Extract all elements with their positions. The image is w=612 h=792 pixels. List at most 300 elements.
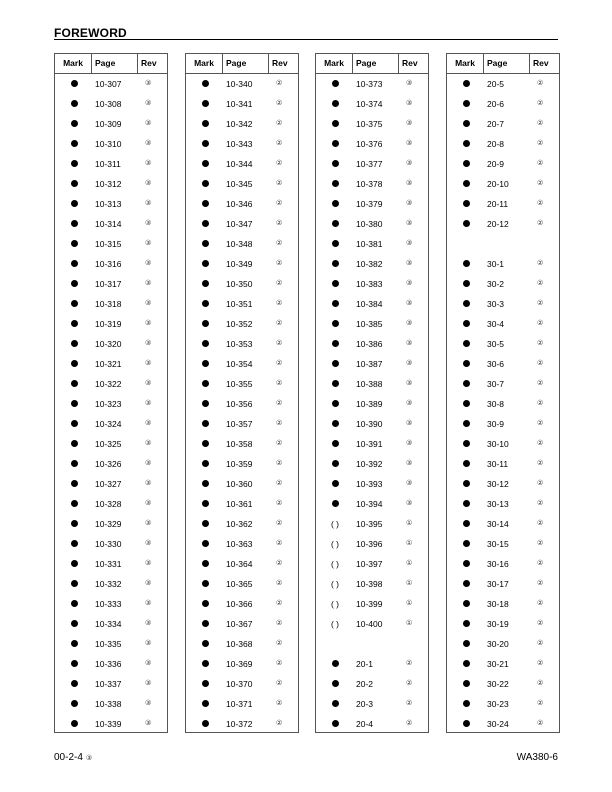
page-cell: 10-359 xyxy=(226,459,253,469)
table-row xyxy=(447,414,559,434)
rev-cell: ② xyxy=(276,80,283,87)
rev-cell: ② xyxy=(537,640,544,647)
page-cell: 10-385 xyxy=(356,319,383,329)
header-divider xyxy=(222,54,223,73)
rev-cell: ③ xyxy=(406,480,413,487)
mark-cell xyxy=(59,314,89,334)
rev-cell: ② xyxy=(276,120,283,127)
revised-bullet-icon xyxy=(202,200,209,207)
footer-page-number xyxy=(54,752,92,763)
revised-bullet-icon xyxy=(463,200,470,207)
revised-bullet-icon xyxy=(463,100,470,107)
revised-bullet-icon xyxy=(71,280,78,287)
rev-cell: ② xyxy=(537,400,544,407)
revised-bullet-icon xyxy=(463,380,470,387)
mark-cell xyxy=(451,474,481,494)
mark-cell xyxy=(190,314,220,334)
table-row xyxy=(447,134,559,154)
page-cell: 10-344 xyxy=(226,159,253,169)
revised-bullet-icon xyxy=(202,520,209,527)
page-cell: 30-16 xyxy=(487,559,509,569)
rev-cell: ③ xyxy=(406,200,413,207)
revised-bullet-icon xyxy=(332,140,339,147)
rev-cell: ② xyxy=(537,100,544,107)
page-cell: 30-11 xyxy=(487,459,509,469)
mark-cell xyxy=(190,214,220,234)
page-cell: 30-6 xyxy=(487,359,505,369)
revised-bullet-icon xyxy=(71,680,78,687)
revised-bullet-icon xyxy=(332,660,339,667)
page-cell: 10-324 xyxy=(95,419,122,429)
page-cell: 10-394 xyxy=(356,499,383,509)
rev-cell: ② xyxy=(537,260,544,267)
revised-bullet-icon xyxy=(332,280,339,287)
rev-cell: ② xyxy=(537,380,544,387)
page-cell: 10-336 xyxy=(95,659,122,669)
table-row xyxy=(447,674,559,694)
page-cell: 10-395 xyxy=(356,519,383,529)
rev-cell: ② xyxy=(276,560,283,567)
revised-bullet-icon xyxy=(463,460,470,467)
revised-bullet-icon xyxy=(332,100,339,107)
rev-cell: ③ xyxy=(406,80,413,87)
table-row xyxy=(55,394,167,414)
revised-bullet-icon xyxy=(463,220,470,227)
page-cell: 30-15 xyxy=(487,539,509,549)
page-cell: 10-354 xyxy=(226,359,253,369)
revised-bullet-icon xyxy=(71,160,78,167)
column-header-mark: Mark xyxy=(455,58,475,68)
table-row xyxy=(186,174,298,194)
revised-bullet-icon xyxy=(463,720,470,727)
revised-bullet-icon xyxy=(71,480,78,487)
mark-text: ( ) xyxy=(330,519,340,529)
rev-cell: ③ xyxy=(406,360,413,367)
table-row xyxy=(447,274,559,294)
revised-bullet-icon xyxy=(71,660,78,667)
rev-cell: ② xyxy=(276,520,283,527)
page-cell: 10-332 xyxy=(95,579,122,589)
mark-cell xyxy=(190,574,220,594)
rev-cell: ② xyxy=(276,140,283,147)
page-cell: 10-365 xyxy=(226,579,253,589)
rev-cell: ③ xyxy=(145,460,152,467)
mark-cell xyxy=(320,714,350,734)
table-row xyxy=(447,394,559,414)
rev-cell: ② xyxy=(537,280,544,287)
table-row xyxy=(186,294,298,314)
mark-cell xyxy=(451,94,481,114)
page-title: FOREWORD xyxy=(54,26,127,40)
revised-bullet-icon xyxy=(202,140,209,147)
rev-cell: ③ xyxy=(406,100,413,107)
revised-bullet-icon xyxy=(463,640,470,647)
rev-cell: ③ xyxy=(406,300,413,307)
page-cell: 10-397 xyxy=(356,559,383,569)
column-header-rev: Rev xyxy=(533,58,549,68)
page-cell: 10-399 xyxy=(356,599,383,609)
revised-bullet-icon xyxy=(71,440,78,447)
table-row xyxy=(186,534,298,554)
table-row xyxy=(186,374,298,394)
mark-cell xyxy=(190,434,220,454)
table-row xyxy=(55,474,167,494)
page-cell: 30-18 xyxy=(487,599,509,609)
page-cell: 10-308 xyxy=(95,99,122,109)
table-row xyxy=(447,154,559,174)
rev-cell: ② xyxy=(537,200,544,207)
rev-cell: ③ xyxy=(406,380,413,387)
revised-bullet-icon xyxy=(332,80,339,87)
page-cell: 10-323 xyxy=(95,399,122,409)
rev-cell: ② xyxy=(537,540,544,547)
mark-cell xyxy=(59,234,89,254)
rev-cell: ③ xyxy=(145,600,152,607)
revised-bullet-icon xyxy=(71,180,78,187)
revised-bullet-icon xyxy=(202,500,209,507)
table-row xyxy=(55,654,167,674)
mark-cell xyxy=(59,74,89,94)
mark-cell xyxy=(451,154,481,174)
page-cell: 10-326 xyxy=(95,459,122,469)
page-cell: 10-357 xyxy=(226,419,253,429)
rev-cell: ③ xyxy=(145,80,152,87)
rev-cell: ③ xyxy=(406,160,413,167)
rev-cell: ② xyxy=(537,440,544,447)
revised-bullet-icon xyxy=(71,500,78,507)
page-cell: 30-10 xyxy=(487,439,509,449)
mark-cell xyxy=(59,554,89,574)
table-row xyxy=(55,314,167,334)
table-row xyxy=(186,314,298,334)
mark-cell xyxy=(320,94,350,114)
mark-cell xyxy=(190,94,220,114)
mark-cell xyxy=(190,334,220,354)
table-row xyxy=(447,234,559,254)
page-cell: 20-7 xyxy=(487,119,505,129)
page-cell: 10-400 xyxy=(356,619,383,629)
table-row xyxy=(447,354,559,374)
mark-cell xyxy=(320,574,350,594)
page-cell: 30-14 xyxy=(487,519,509,529)
revised-bullet-icon xyxy=(71,140,78,147)
rev-cell: ② xyxy=(537,500,544,507)
revised-bullet-icon xyxy=(71,640,78,647)
rev-cell: ② xyxy=(537,560,544,567)
table-row xyxy=(316,654,428,674)
mark-cell xyxy=(190,654,220,674)
page-cell: 10-360 xyxy=(226,479,253,489)
rev-cell: ② xyxy=(406,660,413,667)
mark-cell xyxy=(451,274,481,294)
table-row xyxy=(186,594,298,614)
revised-bullet-icon xyxy=(202,480,209,487)
revised-bullet-icon xyxy=(463,480,470,487)
table-row xyxy=(316,294,428,314)
table-row xyxy=(186,354,298,374)
table-row xyxy=(186,94,298,114)
mark-cell xyxy=(59,654,89,674)
mark-cell xyxy=(190,254,220,274)
rev-cell: ② xyxy=(276,180,283,187)
header-divider xyxy=(398,54,399,73)
rev-cell: ③ xyxy=(406,400,413,407)
rev-cell: ③ xyxy=(145,200,152,207)
page-cell: 10-309 xyxy=(95,119,122,129)
rev-cell: ③ xyxy=(145,220,152,227)
mark-cell xyxy=(190,674,220,694)
table-row xyxy=(316,494,428,514)
mark-cell xyxy=(451,374,481,394)
page-cell: 10-355 xyxy=(226,379,253,389)
revised-bullet-icon xyxy=(332,160,339,167)
page-cell: 30-22 xyxy=(487,679,509,689)
mark-cell xyxy=(190,74,220,94)
revised-bullet-icon xyxy=(71,220,78,227)
revision-table-2 xyxy=(185,53,299,733)
page-cell: 20-3 xyxy=(356,699,374,709)
mark-cell xyxy=(451,574,481,594)
rev-cell: ③ xyxy=(145,300,152,307)
rev-cell: ② xyxy=(276,680,283,687)
table-row xyxy=(186,554,298,574)
page-cell: 10-345 xyxy=(226,179,253,189)
mark-cell xyxy=(59,634,89,654)
table-row xyxy=(447,94,559,114)
rev-cell: ① xyxy=(406,580,413,587)
rev-cell: ③ xyxy=(406,180,413,187)
rev-cell: ② xyxy=(276,260,283,267)
table-row xyxy=(316,114,428,134)
mark-cell xyxy=(320,314,350,334)
rev-cell: ② xyxy=(276,320,283,327)
page-cell: 10-329 xyxy=(95,519,122,529)
mark-cell xyxy=(451,454,481,474)
rev-cell: ② xyxy=(537,80,544,87)
table-row xyxy=(447,254,559,274)
table-row xyxy=(55,154,167,174)
mark-cell xyxy=(320,594,350,614)
table-row xyxy=(55,454,167,474)
column-header-page: Page xyxy=(95,58,116,68)
mark-cell xyxy=(451,74,481,94)
table-row xyxy=(447,654,559,674)
mark-cell xyxy=(451,554,481,574)
rev-cell: ② xyxy=(276,600,283,607)
rev-cell: ② xyxy=(276,660,283,667)
table-row xyxy=(186,154,298,174)
mark-cell xyxy=(320,694,350,714)
revised-bullet-icon xyxy=(71,320,78,327)
page-cell: 10-335 xyxy=(95,639,122,649)
revised-bullet-icon xyxy=(332,360,339,367)
revised-bullet-icon xyxy=(71,80,78,87)
mark-cell xyxy=(320,194,350,214)
column-header-mark: Mark xyxy=(194,58,214,68)
page-cell: 10-328 xyxy=(95,499,122,509)
rev-cell: ② xyxy=(276,640,283,647)
revised-bullet-icon xyxy=(202,600,209,607)
revised-bullet-icon xyxy=(202,540,209,547)
table-row xyxy=(316,574,428,594)
mark-cell xyxy=(320,114,350,134)
revised-bullet-icon xyxy=(463,700,470,707)
page-cell: 10-392 xyxy=(356,459,383,469)
mark-cell xyxy=(451,134,481,154)
header-divider xyxy=(91,54,92,73)
revised-bullet-icon xyxy=(463,560,470,567)
rev-cell: ③ xyxy=(145,500,152,507)
column-header-mark: Mark xyxy=(324,58,344,68)
mark-cell xyxy=(320,414,350,434)
revised-bullet-icon xyxy=(71,200,78,207)
revised-bullet-icon xyxy=(202,580,209,587)
page-cell: 20-2 xyxy=(356,679,374,689)
mark-cell xyxy=(190,714,220,734)
page-cell: 30-7 xyxy=(487,379,505,389)
revised-bullet-icon xyxy=(202,420,209,427)
mark-cell xyxy=(190,534,220,554)
mark-cell xyxy=(451,714,481,734)
page-cell: 30-3 xyxy=(487,299,505,309)
revised-bullet-icon xyxy=(332,680,339,687)
revised-bullet-icon xyxy=(202,700,209,707)
table-row xyxy=(316,254,428,274)
table-row xyxy=(186,474,298,494)
revised-bullet-icon xyxy=(463,80,470,87)
table-row xyxy=(55,574,167,594)
page-cell: 10-383 xyxy=(356,279,383,289)
revised-bullet-icon xyxy=(202,160,209,167)
footer-page-number-text: 00-2-4 xyxy=(54,752,83,763)
page-cell: 10-333 xyxy=(95,599,122,609)
table-row xyxy=(316,214,428,234)
mark-cell xyxy=(451,194,481,214)
revised-bullet-icon xyxy=(71,420,78,427)
revised-bullet-icon xyxy=(202,220,209,227)
table-row xyxy=(316,174,428,194)
revised-bullet-icon xyxy=(202,240,209,247)
page-cell: 10-318 xyxy=(95,299,122,309)
revised-bullet-icon xyxy=(332,720,339,727)
rev-cell: ② xyxy=(537,320,544,327)
table-row xyxy=(447,474,559,494)
revised-bullet-icon xyxy=(332,180,339,187)
rev-cell: ③ xyxy=(145,160,152,167)
table-row xyxy=(447,594,559,614)
header-rule xyxy=(54,39,558,40)
rev-cell: ② xyxy=(537,180,544,187)
revised-bullet-icon xyxy=(463,680,470,687)
page-cell: 10-330 xyxy=(95,539,122,549)
mark-cell xyxy=(320,454,350,474)
table-row xyxy=(447,294,559,314)
rev-cell: ③ xyxy=(145,700,152,707)
rev-cell: ③ xyxy=(145,540,152,547)
table-row xyxy=(186,334,298,354)
column-header-page: Page xyxy=(226,58,247,68)
revision-table-4 xyxy=(446,53,560,733)
revised-bullet-icon xyxy=(71,540,78,547)
mark-cell xyxy=(59,394,89,414)
rev-cell: ③ xyxy=(406,500,413,507)
page-cell: 20-11 xyxy=(487,199,509,209)
mark-cell xyxy=(320,614,350,634)
rev-cell: ② xyxy=(276,340,283,347)
page-cell: 10-380 xyxy=(356,219,383,229)
page-cell: 10-374 xyxy=(356,99,383,109)
page-cell: 10-390 xyxy=(356,419,383,429)
rev-cell: ② xyxy=(276,460,283,467)
table-row xyxy=(447,634,559,654)
page-cell: 30-23 xyxy=(487,699,509,709)
mark-cell xyxy=(59,454,89,474)
mark-cell xyxy=(451,674,481,694)
rev-cell: ③ xyxy=(145,280,152,287)
table-row xyxy=(55,634,167,654)
revised-bullet-icon xyxy=(202,720,209,727)
revised-bullet-icon xyxy=(202,280,209,287)
mark-cell xyxy=(320,494,350,514)
table-row xyxy=(55,94,167,114)
page-cell: 10-371 xyxy=(226,699,253,709)
mark-cell xyxy=(190,354,220,374)
page-cell: 10-376 xyxy=(356,139,383,149)
mark-cell xyxy=(59,414,89,434)
rev-cell: ③ xyxy=(145,120,152,127)
revised-bullet-icon xyxy=(463,440,470,447)
revised-bullet-icon xyxy=(71,340,78,347)
page-cell: 10-356 xyxy=(226,399,253,409)
revised-bullet-icon xyxy=(202,320,209,327)
page-cell: 10-389 xyxy=(356,399,383,409)
rev-cell: ③ xyxy=(145,320,152,327)
revised-bullet-icon xyxy=(463,320,470,327)
page-cell: 10-322 xyxy=(95,379,122,389)
page-cell: 10-382 xyxy=(356,259,383,269)
revision-table-1 xyxy=(54,53,168,733)
table-row xyxy=(186,614,298,634)
revised-bullet-icon xyxy=(463,260,470,267)
table-row xyxy=(55,334,167,354)
mark-cell xyxy=(320,554,350,574)
rev-cell: ② xyxy=(276,280,283,287)
table-row xyxy=(316,694,428,714)
page-cell: 30-24 xyxy=(487,719,509,729)
revised-bullet-icon xyxy=(463,540,470,547)
mark-cell xyxy=(320,354,350,374)
revised-bullet-icon xyxy=(332,240,339,247)
revised-bullet-icon xyxy=(71,360,78,367)
table-row xyxy=(316,374,428,394)
mark-cell xyxy=(59,194,89,214)
column-header-page: Page xyxy=(356,58,377,68)
page-cell: 30-8 xyxy=(487,399,505,409)
mark-cell xyxy=(451,294,481,314)
page-cell: 10-361 xyxy=(226,499,253,509)
table-row xyxy=(55,254,167,274)
table-row xyxy=(186,134,298,154)
rev-cell: ② xyxy=(537,520,544,527)
table-row xyxy=(55,74,167,94)
table-row xyxy=(186,634,298,654)
page-cell: 10-370 xyxy=(226,679,253,689)
revised-bullet-icon xyxy=(71,560,78,567)
table-row xyxy=(316,554,428,574)
mark-cell xyxy=(320,634,350,654)
table-header xyxy=(55,54,167,74)
revised-bullet-icon xyxy=(71,300,78,307)
